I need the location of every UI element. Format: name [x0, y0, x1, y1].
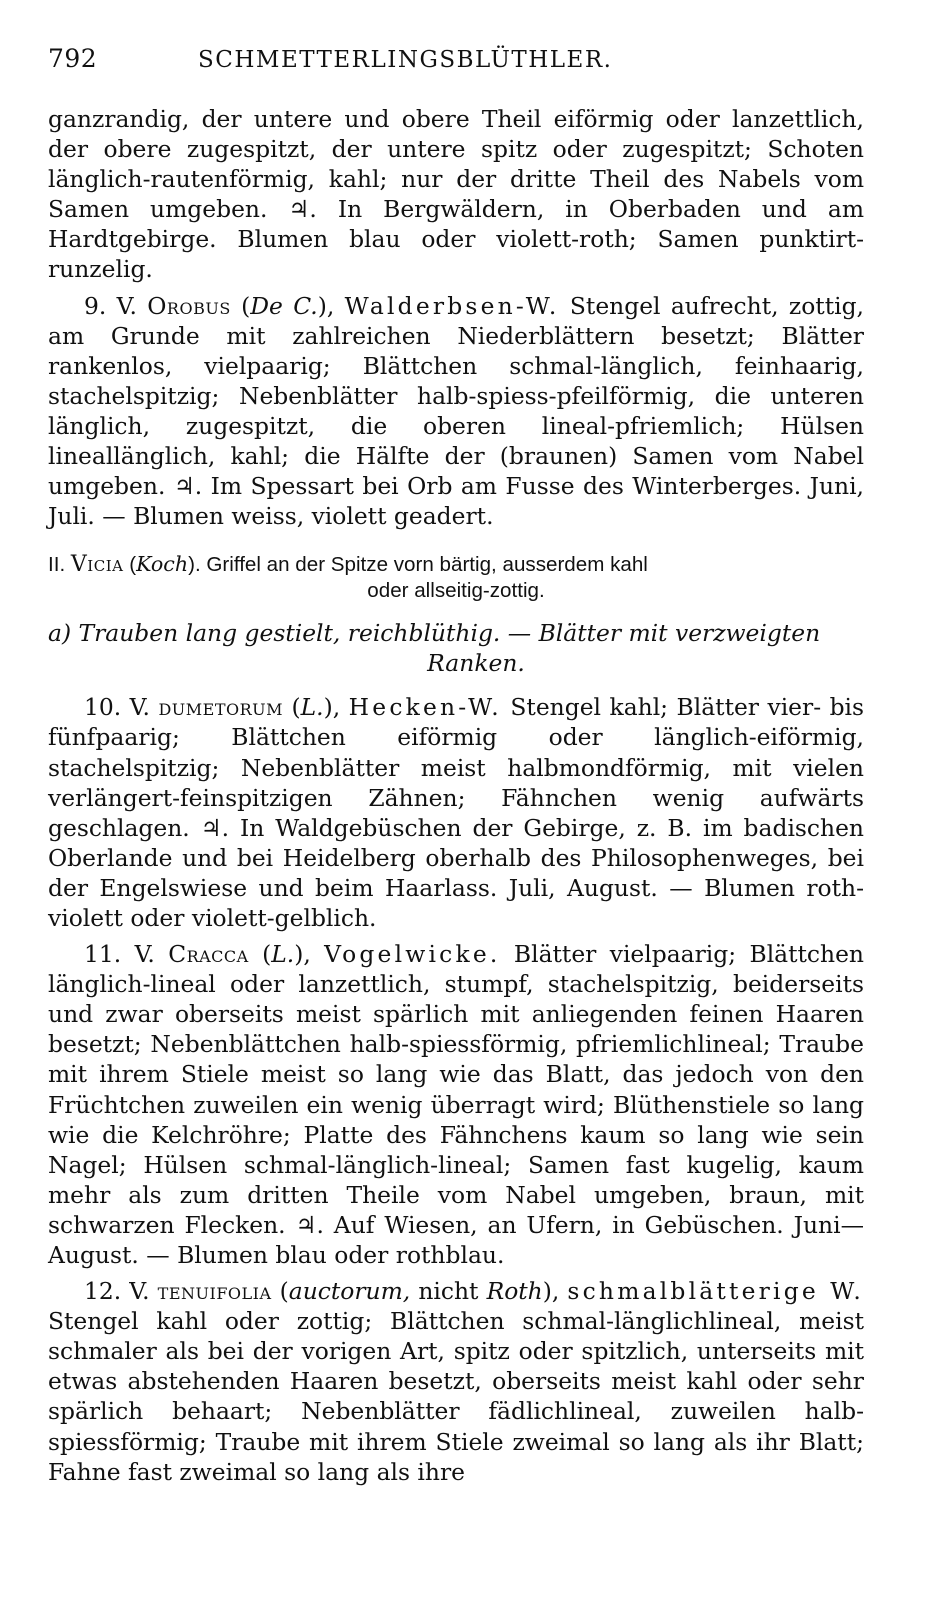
section-heading-line1: a) Trauben lang gestielt, reichblüthig. — Blätter mit verzweigten	[48, 619, 821, 648]
species-author-connector: nicht	[418, 1277, 479, 1306]
species-author: auctorum,	[288, 1277, 411, 1306]
genus-author: Koch	[136, 552, 189, 577]
genus-description-line2: oder allseitig-zottig.	[367, 579, 545, 603]
species-number: 10. V.	[84, 693, 150, 722]
species-author: De C.	[250, 291, 318, 320]
species-name: Cracca	[168, 940, 249, 969]
species-name: dumetorum	[158, 693, 284, 722]
section-heading-line2: Ranken.	[427, 649, 525, 678]
species-number: 9. V.	[84, 291, 137, 320]
species-name: tenuifolia	[157, 1277, 272, 1306]
common-name: schmalblätterige W.	[567, 1277, 865, 1306]
species-number: 12. V.	[84, 1277, 150, 1306]
common-name: Hecken-W.	[348, 693, 502, 722]
common-name: Walderbsen-W.	[344, 291, 560, 320]
species-entry-orobus: 9. V. Orobus (De C.), Walderbsen-W. Stengel aufrecht, zottig, am Grunde mit zahlreichen Niederblättern besetzt; Blätter rankenlos, vielpaarig; Blättchen schmal-länglich, feinhaarig, stachelspitzig; Nebenblätter halb-spiess-pfeilförmig, die unteren länglich, zugespitzt, die oberen lineal-pfriemlich; Hülsen lineallänglich, kahl; die Hälfte der (braunen) Samen vom Nabel umgeben. ♃. Im Spessart bei Orb am Fusse des Winterberges. Juni, Juli. — Blumen weiss, violett geadert.	[48, 291, 864, 531]
species-name: Orobus	[147, 291, 231, 320]
species-entry-cracca: 11. V. Cracca (L.), Vogelwicke. Blätter vielpaarig; Blättchen länglich-lineal oder lanzettlich, stumpf, stachelspitzig, beiderseits und zwar oberseits meist spärlich mit anliegenden feinen Haaren besetzt; Nebenblättchen halb-spiessförmig, pfriemlichlineal; Traube mit ihrem Stiele meist so lang wie das Blatt, das jedoch von den Früchtchen zuweilen ein wenig überragt wird; Blüthenstiele so lang wie die Kelchröhre; Platte des Fähnchens kaum so lang wie sein Nagel; Hülsen schmal-länglich-lineal; Samen fast kugelig, kaum mehr als zum dritten Theile vom Nabel umgeben, braun, mit schwarzen Flecken. ♃. Auf Wiesen, an Ufern, in Gebüschen. Juni—August. — Blumen blau oder rothblau.	[48, 940, 864, 1269]
genus-description-line1: Griffel an der Spitze vorn bärtig, ausserdem kahl	[206, 553, 648, 577]
species-entry-dumetorum: 10. V. dumetorum (L.), Hecken-W. Stengel kahl; Blätter vier- bis fünfpaarig; Blättchen eiförmig oder länglich-eiförmig, stachelspitzig; Nebenblätter meist halbmondförmig, mit vielen verlängert-feinspitzigen Zähnen; Fähnchen wenig aufwärts geschlagen. ♃. In Waldgebüschen der Gebirge, z. B. im badischen Oberlande und bei Heidelberg oberhalb des Philosophenweges, bei der Engelswiese und beim Haarlass. Juli, August. — Blumen roth-violett oder violett-gelblich.	[48, 693, 865, 932]
species-author: L.	[271, 940, 295, 969]
paragraph-continuation: ganzrandig, der untere und obere Theil eiförmig oder lanzettlich, der obere zugespitzt, der untere spitz oder zugespitzt; Schoten länglich-rautenförmig, kahl; nur der dritte Theil des Nabels vom Samen umgeben. ♃. In Bergwäldern, in Oberbaden und am Hardtgebirge. Blumen blau oder violett-roth; Samen punktirt-runzelig.	[48, 105, 864, 284]
species-author: L.	[300, 693, 324, 722]
species-description: Blätter vielpaarig; Blättchen länglich-lineal oder lanzettlich, stumpf, stachelspitzig, beiderseits und zwar oberseits meist spärlich mit anliegenden feinen Haaren besetzt; Nebenblättchen halb-spiessförmig, pfriemlichlineal; Traube mit ihrem Stiele meist so lang wie das Blatt, das jedoch von den Früchtchen zuweilen ein wenig überragt wird; Blüthenstiele so lang wie die Kelchröhre; Platte des Fähnchens kaum so lang wie sein Nagel; Hülsen schmal-länglich-lineal; Samen fast kugelig, kaum mehr als zum dritten Theile vom Nabel umgeben, braun, mit schwarzen Flecken. ♃. Auf Wiesen, an Ufern, in Gebüschen. Juni—August. — Blumen blau oder rothblau.	[48, 940, 864, 1269]
common-name: Vogelwicke.	[324, 940, 501, 969]
page-number: 792	[48, 44, 98, 73]
genus-heading: II. Vicia (Koch). Griffel an der Spitze vorn bärtig, ausserdem kahl oder allseitig-zottig.	[48, 551, 864, 604]
genus-number: II.	[48, 553, 66, 577]
page-header	[48, 44, 864, 84]
species-description: Stengel kahl; Blätter vier- bis fünfpaarig; Blättchen eiförmig oder länglich-eiförmig, stachelspitzig; Nebenblätter meist halbmondförmig, mit vielen verlängert-feinspitzigen Zähnen; Fähnchen wenig aufwärts geschlagen. ♃. In Waldgebüschen der Gebirge, z. B. im badischen Oberlande und bei Heidelberg oberhalb des Philosophenweges, bei der Engelswiese und beim Haarlass. Juli, August. — Blumen roth-violett oder violett-gelblich.	[48, 693, 865, 932]
species-description: Stengel kahl oder zottig; Blättchen schmal-länglichlineal, meist schmaler als bei der vorigen Art, spitz oder spitzlich, unterseits mit etwas abstehenden Haaren besetzt, oberseits meist kahl oder sehr spärlich behaart; Nebenblätter fädlichlineal, zuweilen halb-spiessförmig; Traube mit ihrem Stiele zweimal so lang als ihr Blatt; Fahne fast zweimal so lang als ihre	[48, 1307, 864, 1486]
section-heading-a	[48, 618, 864, 678]
running-title: SCHMETTERLINGSBLÜTHLER.	[198, 47, 613, 73]
species-number: 11. V.	[84, 940, 155, 969]
species-description: Stengel aufrecht, zottig, am Grunde mit zahlreichen Niederblättern besetzt; Blätter rankenlos, vielpaarig; Blättchen schmal-länglich, feinhaarig, stachelspitzig; Nebenblätter halb-spiess-pfeilförmig, die unteren länglich, zugespitzt, die oberen lineal-pfriemlich; Hülsen lineallänglich, kahl; die Hälfte der (braunen) Samen vom Nabel umgeben. ♃. Im Spessart bei Orb am Fusse des Winterberges. Juni, Juli. — Blumen weiss, violett geadert.	[48, 291, 864, 531]
species-author-second: Roth	[486, 1277, 543, 1306]
species-entry-tenuifolia: 12. V. tenuifolia (auctorum, nicht Roth), schmalblätterige W. Stengel kahl oder zottig; Blättchen schmal-länglichlineal, meist schmaler als bei der vorigen Art, spitz oder spitzlich, unterseits mit etwas abstehenden Haaren besetzt, oberseits meist kahl oder sehr spärlich behaart; Nebenblätter fädlichlineal, zuweilen halb-spiessförmig; Traube mit ihrem Stiele zweimal so lang als ihr Blatt; Fahne fast zweimal so lang als ihre	[48, 1277, 865, 1486]
genus-name: Vicia	[70, 552, 124, 578]
